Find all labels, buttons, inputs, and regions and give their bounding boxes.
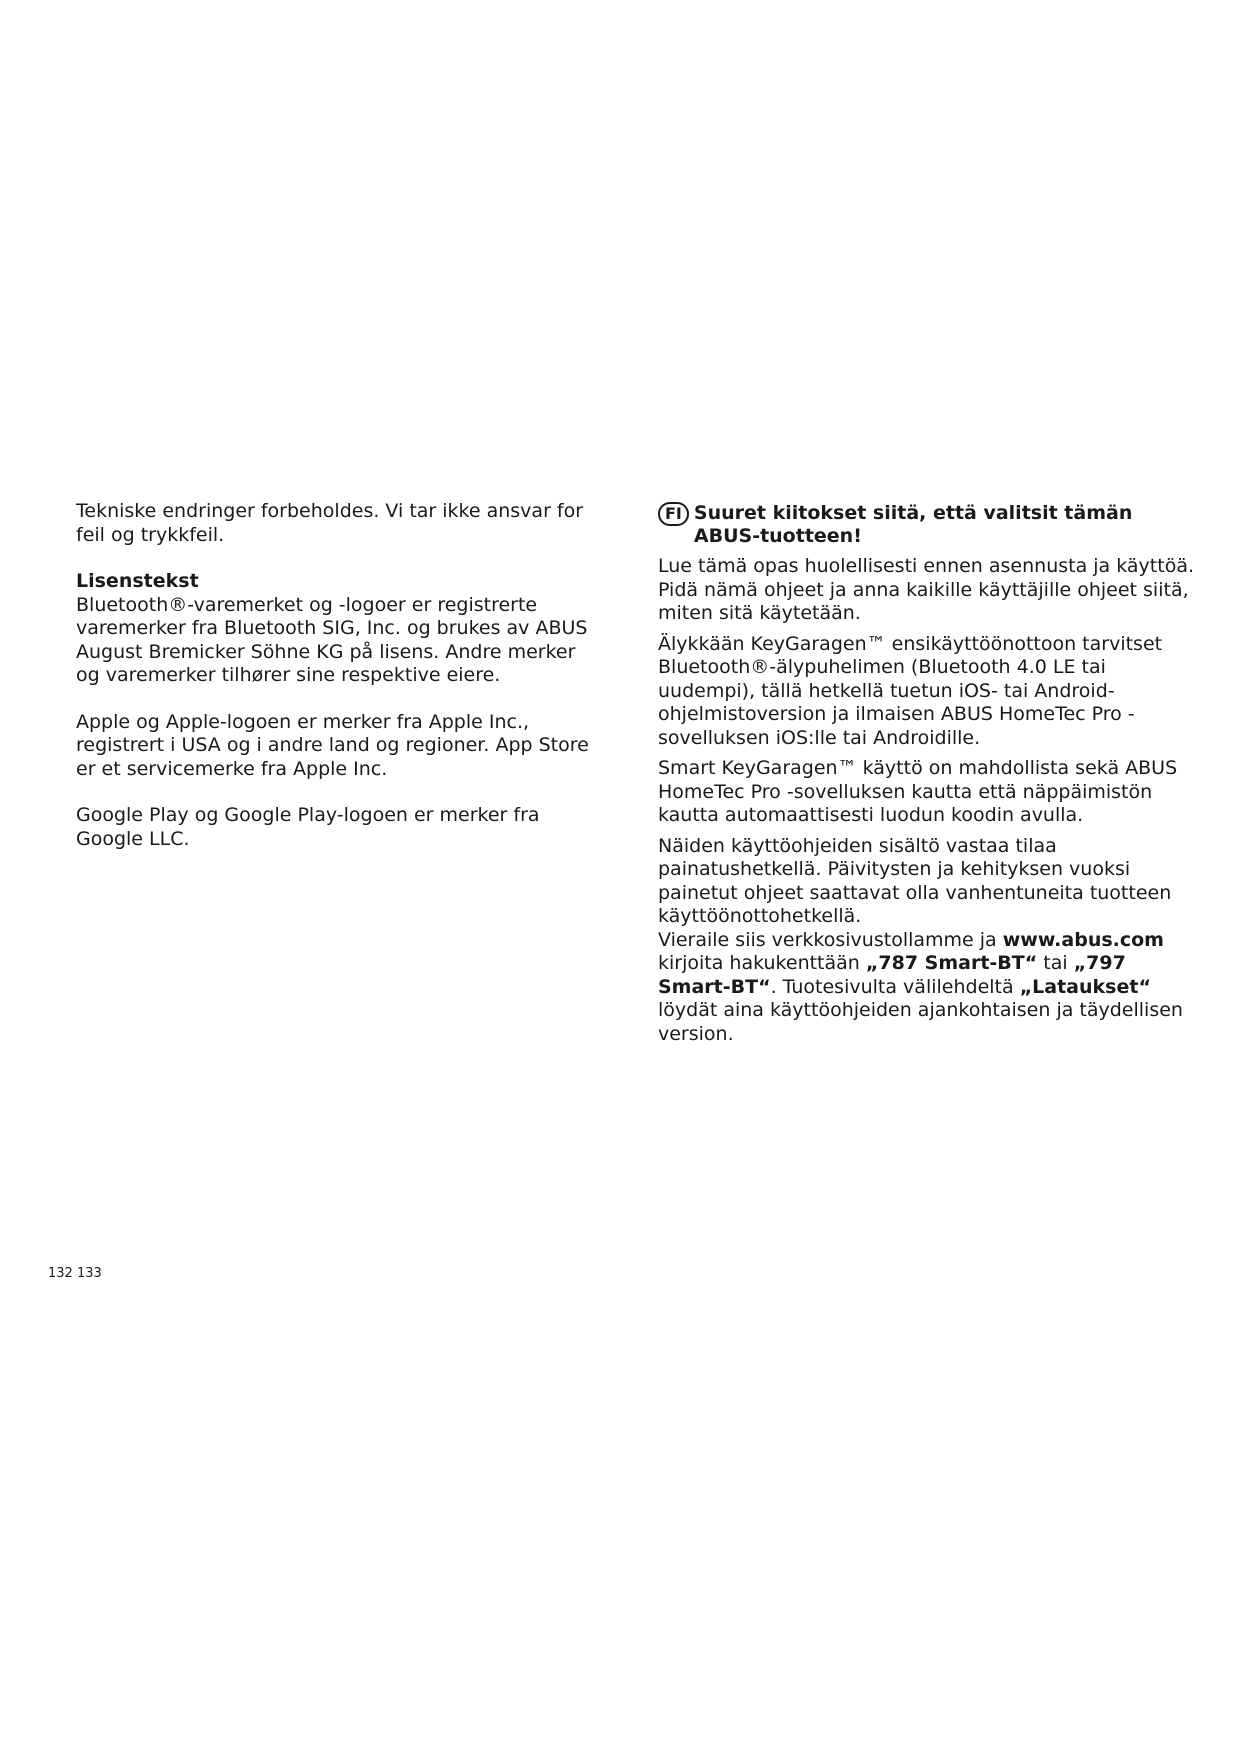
google-text: Google Play og Google Play-logoen er merker fra Google LLC. bbox=[76, 804, 540, 850]
section-heading bbox=[658, 502, 1198, 548]
website-paragraph bbox=[658, 929, 1198, 1047]
requirements-paragraph: Älykkään KeyGaragen™ ensikäyttöönottoon tarvitset Bluetooth®-älypuhelimen (Bluetooth 4.0 LE tai uudempi), tällä hetkellä tuetun iOS- tai Android-ohjelmistoversion ja ilmaisen ABUS HomeTec Pro -sovelluksen iOS:lle tai Androidille. bbox=[658, 632, 1163, 749]
left-column bbox=[76, 500, 596, 851]
website-link[interactable]: www.abus.com bbox=[1002, 928, 1164, 951]
website-text-mid2: tai bbox=[1037, 952, 1074, 974]
intro-paragraph: Lue tämä opas huolellisesti ennen asennusta ja käyttöä. Pidä nämä ohjeet ja anna kaikille käyttäjille ohjeet siitä, miten sitä käytetään. bbox=[658, 555, 1194, 624]
page-numbers: 132 133 bbox=[48, 1266, 102, 1281]
disclaimer-text: Tekniske endringer forbeholdes. Vi tar ikke ansvar for feil og trykkfeil. bbox=[76, 500, 584, 546]
right-column bbox=[658, 502, 1198, 1046]
usage-paragraph: Smart KeyGaragen™ käyttö on mahdollista sekä ABUS HomeTec Pro -sovelluksen kautta että näppäimistön kautta automaattisesti luodun koodin avulla. bbox=[658, 757, 1178, 826]
website-text-end: löydät aina käyttöohjeiden ajankohtaisen ja täydellisen version. bbox=[658, 999, 1183, 1045]
website-text-mid1: kirjoita hakukenttään bbox=[658, 952, 866, 974]
model-797: „797 Smart-BT“ bbox=[658, 952, 1126, 998]
content-note-paragraph: Näiden käyttöohjeiden sisältö vastaa tilaa painatushetkellä. Päivitysten ja kehityksen vuoksi painetut ohjeet saattavat olla vanhentuneita tuotteen käyttöönottohetkellä. bbox=[658, 834, 1172, 927]
license-text: Bluetooth®-varemerket og -logoer er registrerte varemerker fra Bluetooth SIG, Inc. og brukes av ABUS August Bremicker Söhne KG på lisens. Andre merker og varemerker tilhører sine respektive eiere. bbox=[76, 593, 588, 686]
section-heading-text: Suuret kiitokset siitä, että valitsit tämän ABUS-tuotteen! bbox=[693, 502, 1133, 547]
language-badge-fi: FI bbox=[658, 502, 689, 526]
downloads-tab-label: „Lataukset“ bbox=[1019, 975, 1151, 998]
website-text-start: Vieraile siis verkkosivustollamme ja bbox=[658, 928, 1003, 951]
model-787: „787 Smart-BT“ bbox=[865, 952, 1038, 974]
apple-text: Apple og Apple-logoen er merker fra Apple Inc., registrert i USA og i andre land og regioner. App Store er et servicemerke fra Apple Inc. bbox=[76, 710, 589, 780]
website-text-mid3: . Tuotesivulta välilehdeltä bbox=[770, 975, 1020, 998]
license-heading: Lisenstekst bbox=[76, 570, 199, 592]
